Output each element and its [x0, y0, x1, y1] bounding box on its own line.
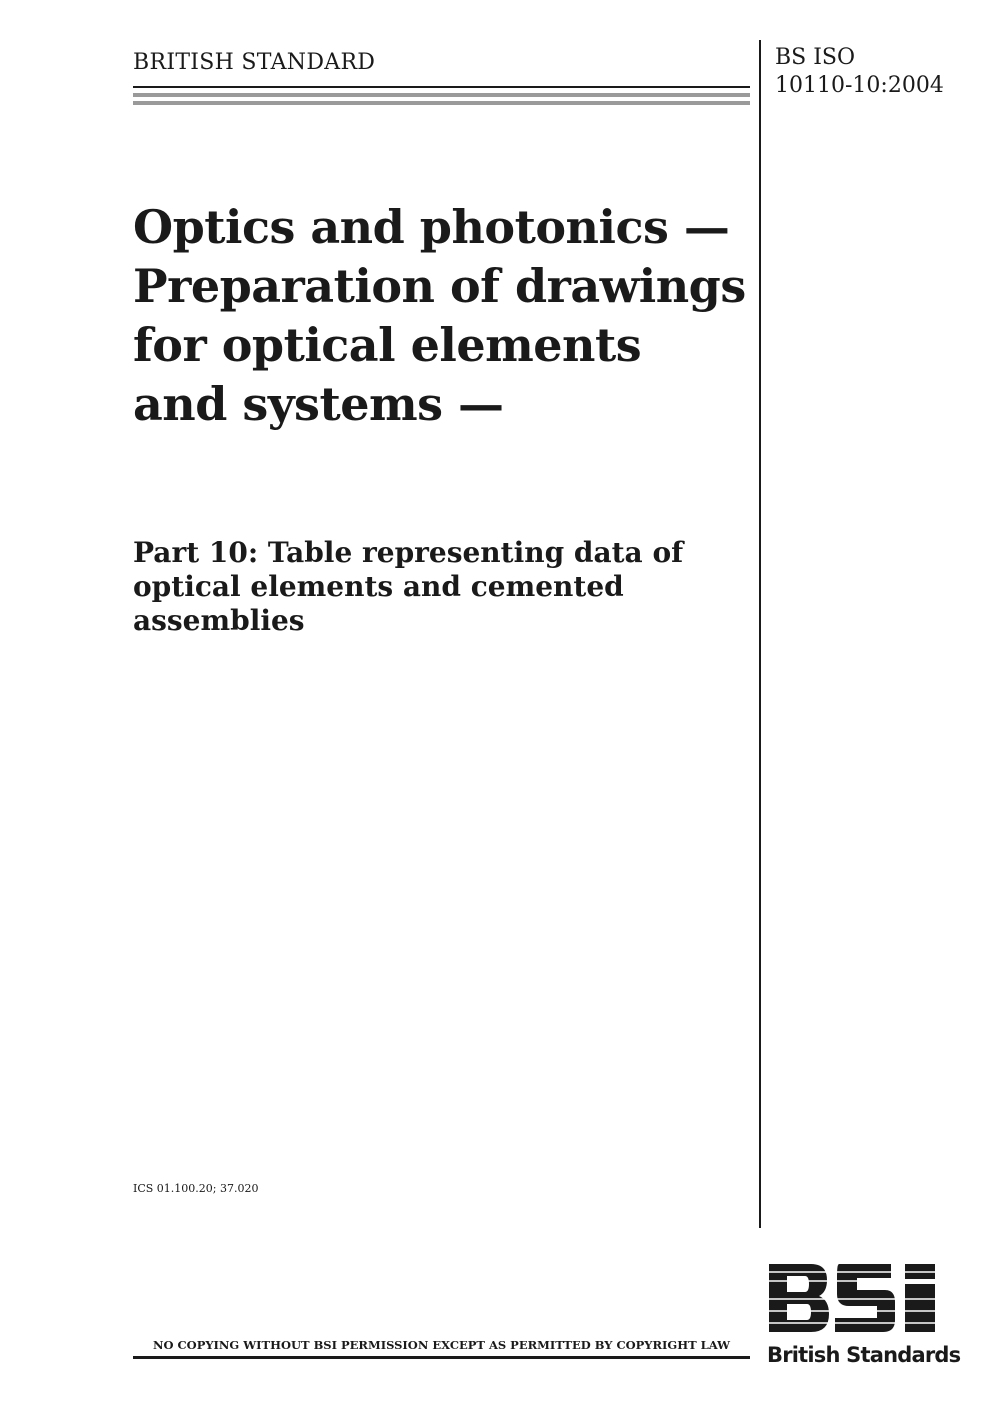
copyright-notice: NO COPYING WITHOUT BSI PERMISSION EXCEPT AS PERMITTED BY COPYRIGHT LAW — [152, 1338, 731, 1352]
document-title: Optics and photonics — Preparation of drawings for optical elements and systems — — [133, 200, 746, 431]
standard-type-label: BRITISH STANDARD — [133, 50, 376, 75]
document-number — [775, 44, 944, 100]
ics-code: ICS 01.100.20; 37.020 — [133, 1182, 259, 1195]
document-part-title: Part 10: Table representing data of optical elements and cemented assemblies — [133, 536, 684, 637]
footer-rule — [133, 1356, 750, 1359]
column-divider — [759, 40, 761, 1228]
bsi-logo-mark — [767, 1262, 947, 1342]
bsi-logo-caption: British Standards — [767, 1343, 961, 1367]
header-rule-grey-bottom — [133, 101, 750, 105]
header-rule-grey-top — [133, 93, 750, 97]
document-number-line-2: 10110-10:2004 — [775, 73, 944, 98]
document-number-line-1: BS ISO — [775, 45, 856, 70]
header-rule — [133, 86, 750, 88]
